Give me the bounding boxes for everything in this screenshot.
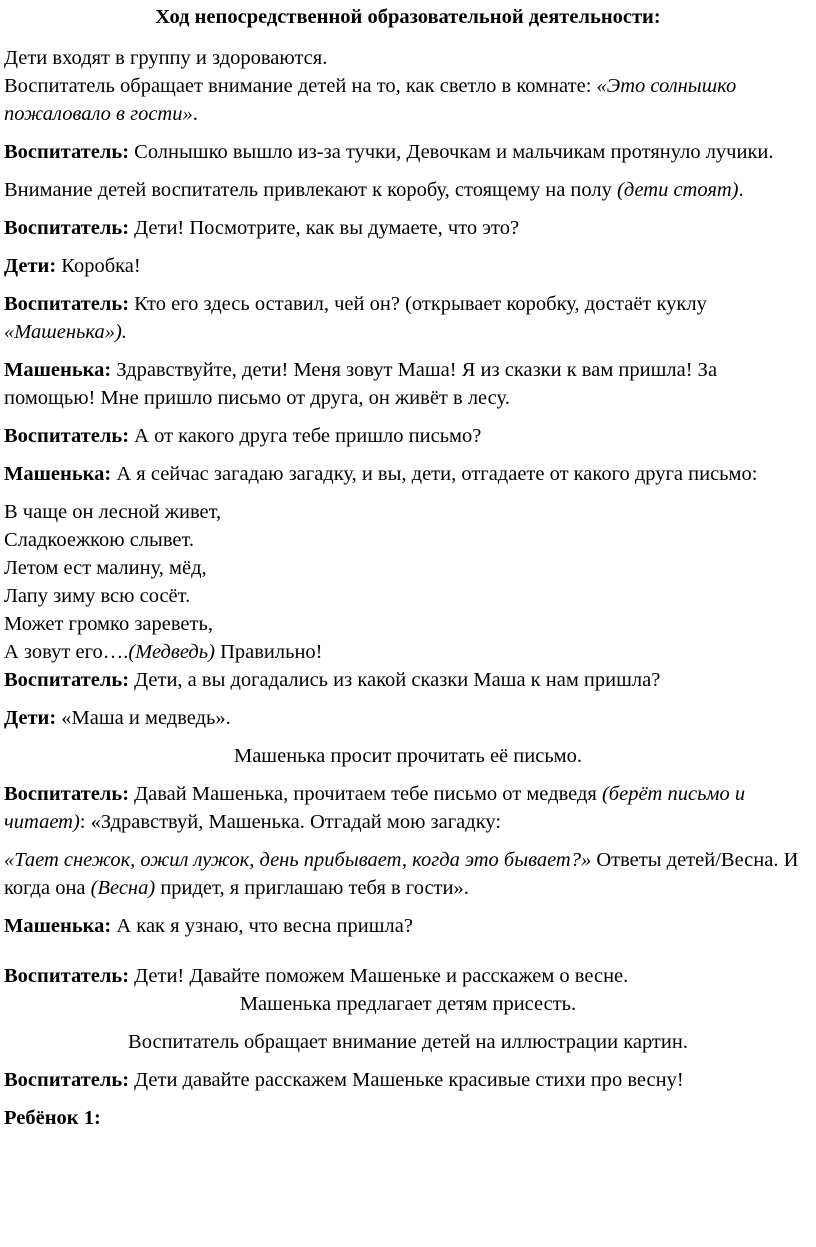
dialogue-line	[4, 704, 812, 732]
poem-line: Сладкоежкою слывет.	[4, 529, 195, 551]
riddle-answer: (Весна)	[90, 877, 156, 899]
riddle-answer: (Медведь)	[128, 641, 215, 663]
intro-paragraph	[4, 44, 812, 128]
dialogue-text: Дети! Давайте поможем Машеньке и расскажем о весне.	[129, 965, 629, 987]
speaker-label: Дети:	[4, 707, 57, 729]
intro-line-1: Дети входят в группу и здороваются.	[4, 47, 328, 69]
poem-line: Может громко зареветь,	[4, 613, 213, 635]
dialogue-line	[4, 290, 812, 346]
dialogue-text: Дети давайте расскажем Машеньке красивые стихи про весну!	[129, 1069, 684, 1091]
centered-narration: Машенька просит прочитать её письмо.	[233, 745, 583, 767]
centered-narration: Машенька предлагает детям присесть.	[239, 993, 577, 1015]
speaker-label: Дети:	[4, 255, 57, 277]
dialogue-text: Здравствуйте, дети! Меня зовут Маша! Я из сказки к вам пришла! За помощью! Мне пришло письмо от друга, он живёт в лесу.	[4, 359, 718, 409]
speaker-label: Воспитатель:	[4, 141, 130, 163]
dialogue-text-end: : «Здравствуй, Машенька. Отгадай мою загадку:	[79, 811, 502, 833]
letter-end: придет, я приглашаю тебя в гости».	[155, 877, 469, 899]
dialogue-line	[4, 666, 812, 694]
speaker-label: Воспитатель:	[4, 669, 130, 691]
dialogue-text: А я сейчас загадаю загадку, и вы, дети, отгадаете от какого друга письмо:	[111, 463, 758, 485]
poem-line	[4, 638, 812, 666]
dialogue-text: А как я узнаю, что весна пришла?	[111, 915, 413, 937]
poem-line-end: Правильно!	[214, 641, 323, 663]
stage-direction: (дети стоят)	[617, 179, 739, 201]
dialogue-line	[4, 252, 812, 280]
intro-quote: «Это солнышко пожаловало в гости»	[4, 75, 737, 125]
speaker-label: Машенька:	[4, 463, 112, 485]
dialogue-text: Коробка!	[56, 255, 141, 277]
dialogue-line	[4, 460, 812, 488]
stage-direction: (берёт письмо и читает)	[4, 783, 746, 833]
narration-end: .	[738, 179, 744, 201]
dialogue-line	[4, 138, 812, 166]
speaker-label: Воспитатель:	[4, 965, 130, 987]
dialogue-line	[4, 780, 812, 836]
speaker-label: Воспитатель:	[4, 783, 130, 805]
dialogue-text: Солнышко вышло из-за тучки, Девочкам и мальчикам протянуло лучики.	[129, 141, 774, 163]
poem-line: В чаще он лесной живет,	[4, 501, 222, 523]
speaker-label: Воспитатель:	[4, 1069, 130, 1091]
dialogue-line	[4, 422, 812, 450]
narration-paragraph	[4, 176, 812, 204]
dialogue-text: «Маша и медведь».	[56, 707, 231, 729]
dialogue-line	[4, 214, 812, 242]
dialogue-text: Дети, а вы догадались из какой сказки Маша к нам пришла?	[129, 669, 661, 691]
intro-end: .	[192, 103, 198, 125]
dialogue-text: Давай Машенька, прочитаем тебе письмо от медведя	[129, 783, 602, 805]
speaker-label: Воспитатель:	[4, 293, 130, 315]
dialogue-line	[4, 356, 812, 412]
poem-line: Лапу зиму всю сосёт.	[4, 585, 191, 607]
dialogue-text: А от какого друга тебе пришло письмо?	[129, 425, 482, 447]
letter-riddle	[4, 846, 812, 902]
riddle-quote: «Тает снежок, ожил лужок, день прибывает, когда это бывает?»	[4, 849, 592, 871]
stage-direction: «Машенька»).	[4, 321, 127, 343]
letter-text: Ответы детей/Весна. И когда она	[4, 849, 799, 899]
dialogue-text: Дети! Посмотрите, как вы думаете, что это?	[129, 217, 520, 239]
dialogue-line	[4, 1104, 812, 1132]
speaker-label: Машенька:	[4, 359, 112, 381]
speaker-label: Воспитатель:	[4, 217, 130, 239]
poem-line: Летом ест малину, мёд,	[4, 557, 207, 579]
dialogue-line	[4, 912, 812, 940]
poem-line-text: А зовут его….	[4, 641, 129, 663]
riddle-poem	[4, 498, 812, 666]
dialogue-text: Кто его здесь оставил, чей он? (открывает коробку, достаёт куклу	[129, 293, 707, 315]
intro-line-2: Воспитатель обращает внимание детей на то, как светло в комнате:	[4, 75, 597, 97]
centered-narration: Воспитатель обращает внимание детей на иллюстрации картин.	[128, 1031, 688, 1053]
speaker-label: Машенька:	[4, 915, 112, 937]
speaker-label: Воспитатель:	[4, 425, 130, 447]
dialogue-line	[4, 1066, 812, 1094]
document-title: Ход непосредственной образовательной деятельности:	[155, 6, 661, 28]
speaker-label: Ребёнок 1:	[4, 1107, 101, 1129]
narration-text: Внимание детей воспитатель привлекают к коробу, стоящему на полу	[4, 179, 617, 201]
dialogue-line	[4, 962, 812, 990]
